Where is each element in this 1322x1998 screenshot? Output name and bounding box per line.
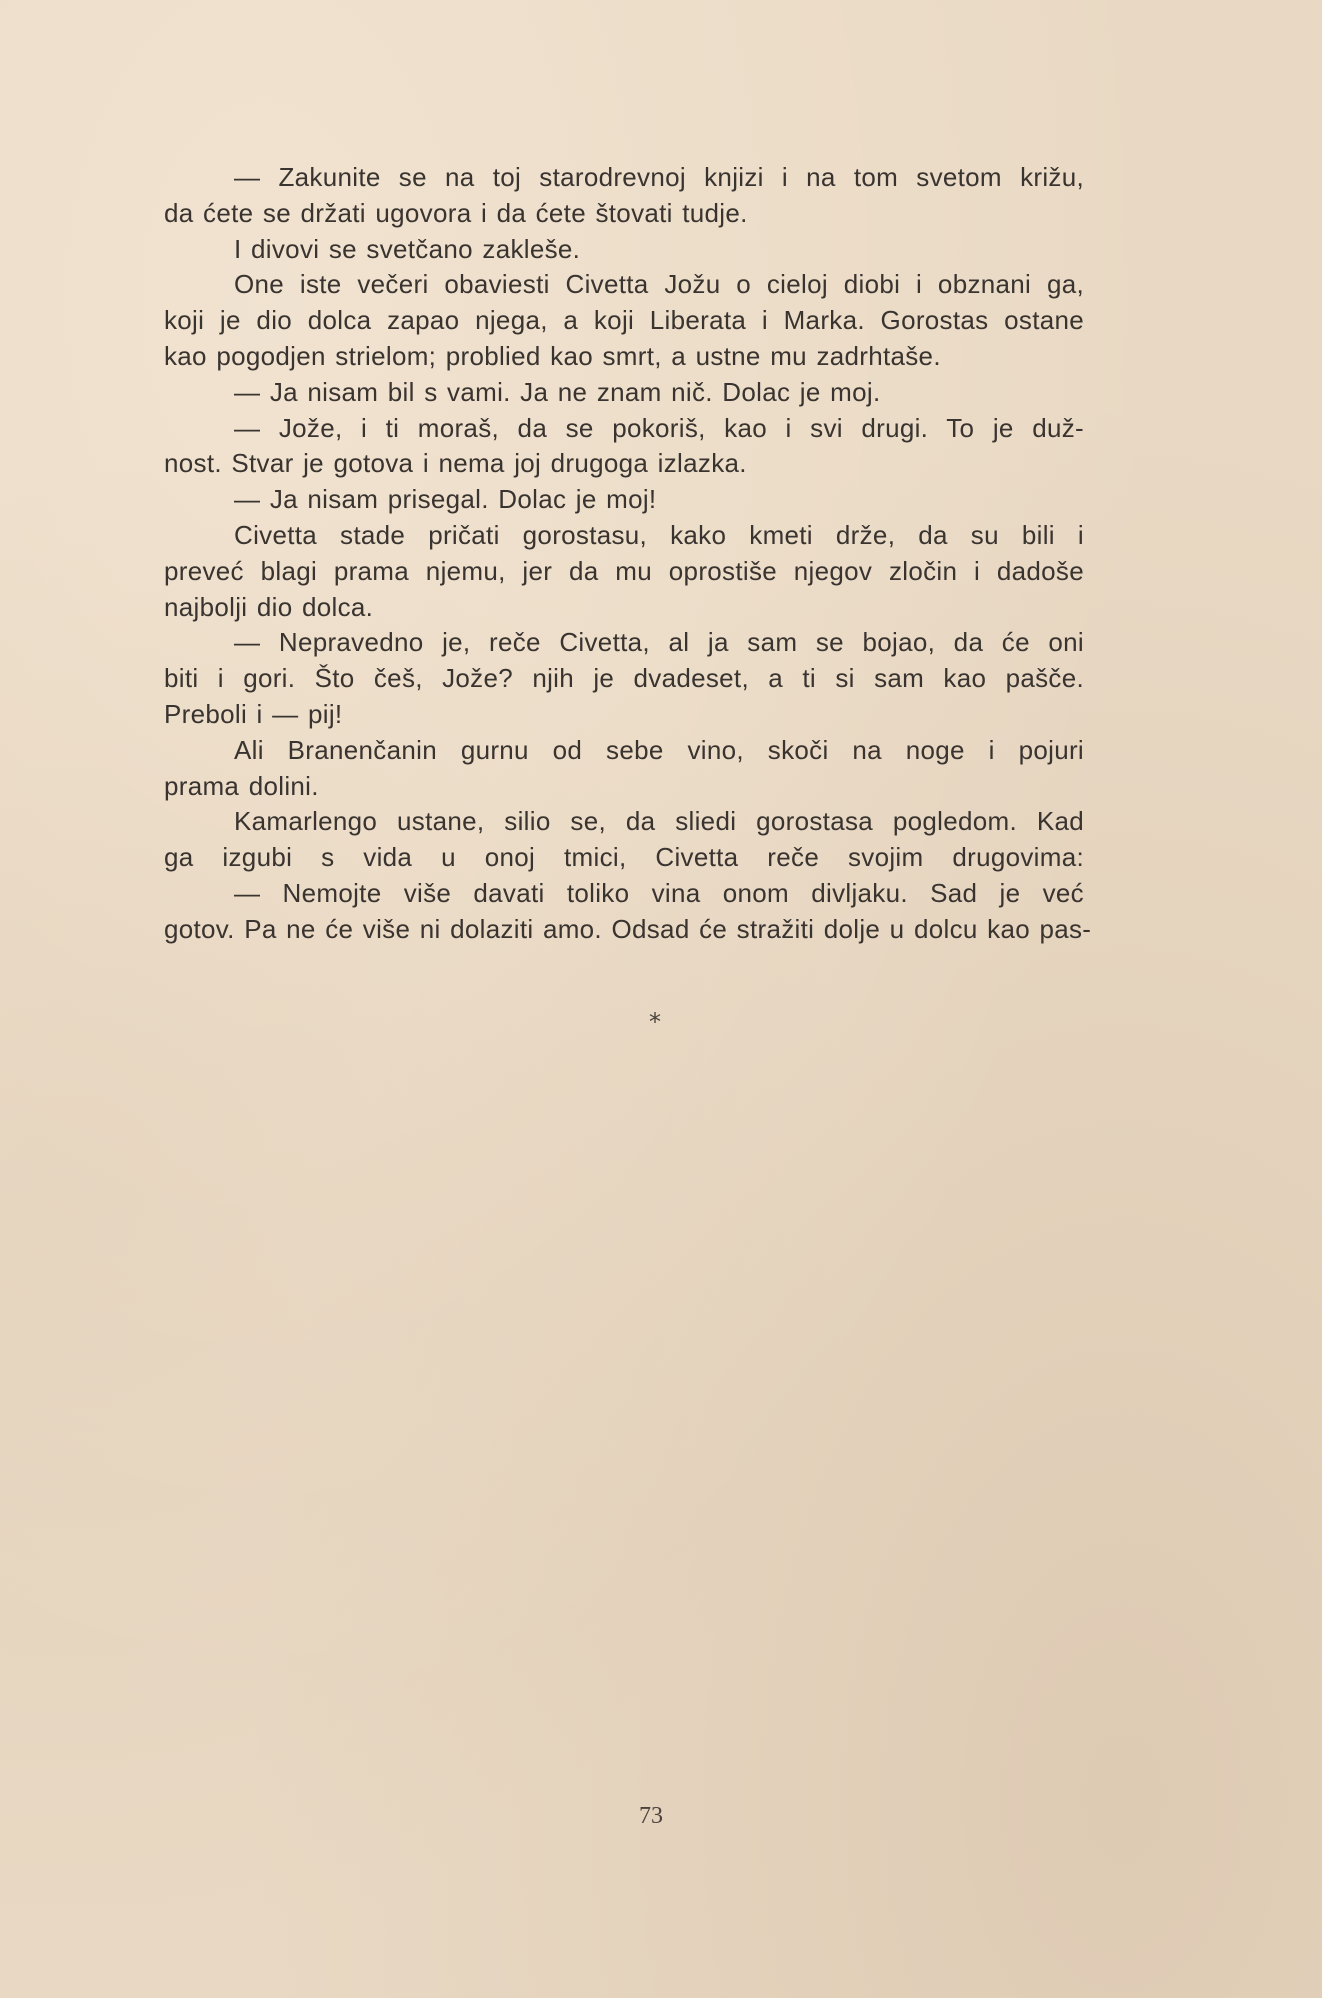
text-line: da ćete se držati ugovora i da ćete štovati tudje. [164,197,748,228]
body-text [164,160,1092,948]
text-line: — Ja nisam prisegal. Dolac je moj! [234,484,657,515]
text-line: nost. Stvar je gotova i nema joj drugoga izlazka. [164,448,747,479]
text-line: Preboli i — pij! [164,698,343,729]
text-line: — Zakunite se na toj starodrevnoj knjizi i na tom svetom križu, [234,162,1084,192]
text-line: — Ja nisam bil s vami. Ja ne znam nič. Dolac je moj. [234,376,881,407]
text-line: preveć blagi prama njemu, jer da mu oprostiše njegov zločin i dadoše [164,555,1084,586]
asterisk-separator: * [649,1008,661,1036]
text-line: Civetta stade pričati gorostasu, kako kmeti drže, da su bili i [234,519,1084,550]
text-line: koji je dio dolca zapao njega, a koji Liberata i Marka. Gorostas ostane [164,305,1084,336]
text-line: — Jože, i ti moraš, da se pokoriš, kao i svi drugi. To je duž- [234,412,1084,443]
text-line: kao pogodjen strielom; problied kao smrt, a ustne mu zadrhtaše. [164,340,941,371]
section-separator [0,1008,1322,1036]
page-number-value: 73 [639,1803,663,1829]
text-line: Ali Branenčanin gurnu od sebe vino, skoči na noge i pojuri [234,734,1084,765]
text-line: prama dolini. [164,770,319,801]
text-line: gotov. Pa ne će više ni dolaziti amo. Odsad će stražiti dolje u dolcu kao pas- [164,913,1092,944]
text-line: Kamarlengo ustane, silio se, da sliedi gorostasa pogledom. Kad [234,806,1084,837]
text-line: — Nemojte više davati toliko vina onom divljaku. Sad je već [234,877,1084,908]
text-line: najbolji dio dolca. [164,591,374,622]
text-line: One iste večeri obaviesti Civetta Jožu o cieloj diobi i obznani ga, [234,269,1084,300]
text-line: — Nepravedno je, reče Civetta, al ja sam se bojao, da će oni [234,627,1084,658]
text-line: biti i gori. Što češ, Jože? njih je dvadeset, a ti si sam kao pašče. [164,663,1084,694]
text-line: ga izgubi s vida u onoj tmici, Civetta reče svojim drugovima: [164,842,1084,873]
text-line: I divovi se svetčano zakleše. [234,233,581,264]
page-number [0,1803,1322,1830]
